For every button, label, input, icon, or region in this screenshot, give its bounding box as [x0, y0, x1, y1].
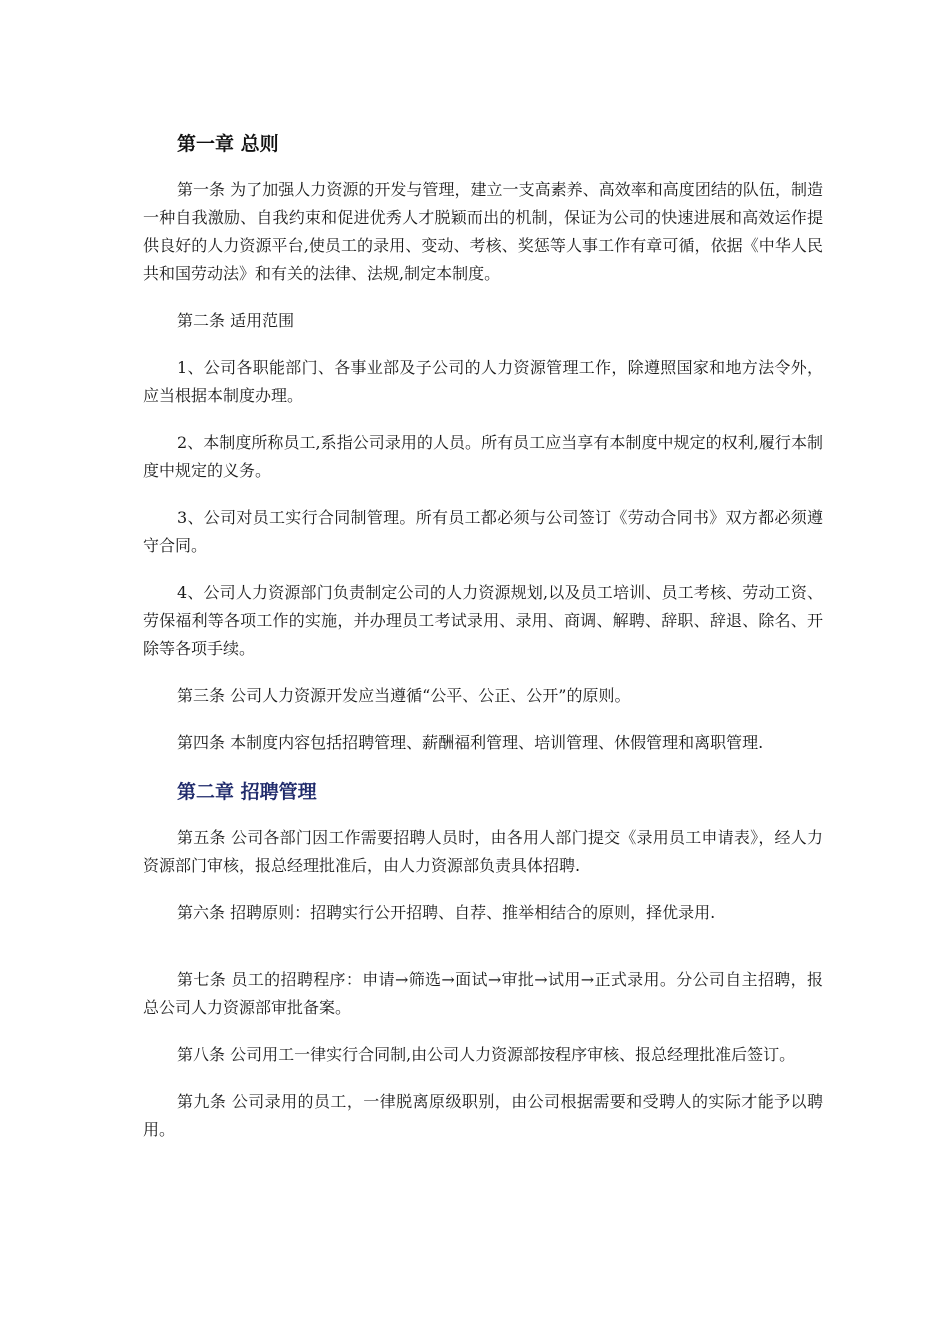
- chapter-2-title: 第二章 招聘管理: [177, 781, 317, 803]
- spacer: [143, 946, 823, 966]
- document-body: [143, 128, 823, 1163]
- article-7: 第七条 员工的招聘程序：申请→筛选→面试→审批→试用→正式录用。分公司自主招聘，报总公司人力资源部审批备案。: [143, 970, 823, 1017]
- article-3: 第三条 公司人力资源开发应当遵循“公平、公正、公开”的原则。: [177, 686, 631, 705]
- chapter-1-title: 第一章 总则: [177, 133, 279, 155]
- scope-item-1: 1、公司各职能部门、各事业部及子公司的人力资源管理工作，除遵照国家和地方法令外，应当根据本制度办理。: [143, 358, 823, 405]
- article-2-title: 第二条 适用范围: [177, 311, 295, 330]
- article-5: 第五条 公司各部门因工作需要招聘人员时，由各用人部门提交《录用员工申请表》，经人力资源部门审核，报总经理批准后，由人力资源部负责具体招聘.: [143, 828, 823, 875]
- scope-item-3: 3、公司对员工实行合同制管理。所有员工都必须与公司签订《劳动合同书》双方都必须遵守合同。: [143, 508, 823, 555]
- article-8: 第八条 公司用工一律实行合同制,由公司人力资源部按程序审核、报总经理批准后签订。: [177, 1045, 796, 1064]
- scope-item-2: 2、本制度所称员工,系指公司录用的人员。所有员工应当享有本制度中规定的权利,履行本制度中规定的义务。: [143, 433, 823, 480]
- article-1: 第一条 为了加强人力资源的开发与管理，建立一支高素养、高效率和高度团结的队伍，制造一种自我激励、自我约束和促进优秀人才脱颖而出的机制，保证为公司的快速进展和高效运作提供良好的人力资源平台,使员工的录用、变动、考核、奖惩等人事工作有章可循，依据《中华人民共和国劳动法》和有关的法律、法规,制定本制度。: [143, 180, 823, 283]
- scope-item-4: 4、公司人力资源部门负责制定公司的人力资源规划,以及员工培训、员工考核、劳动工资、劳保福利等各项工作的实施，并办理员工考试录用、录用、商调、解聘、辞职、辞退、除名、开除等各项手续。: [143, 583, 823, 658]
- article-4: 第四条 本制度内容包括招聘管理、薪酬福利管理、培训管理、休假管理和离职管理.: [177, 733, 764, 752]
- article-6: 第六条 招聘原则：招聘实行公开招聘、自荐、推举相结合的原则，择优录用.: [177, 903, 716, 922]
- article-9: 第九条 公司录用的员工，一律脱离原级职别，由公司根据需要和受聘人的实际才能予以聘用。: [143, 1092, 823, 1139]
